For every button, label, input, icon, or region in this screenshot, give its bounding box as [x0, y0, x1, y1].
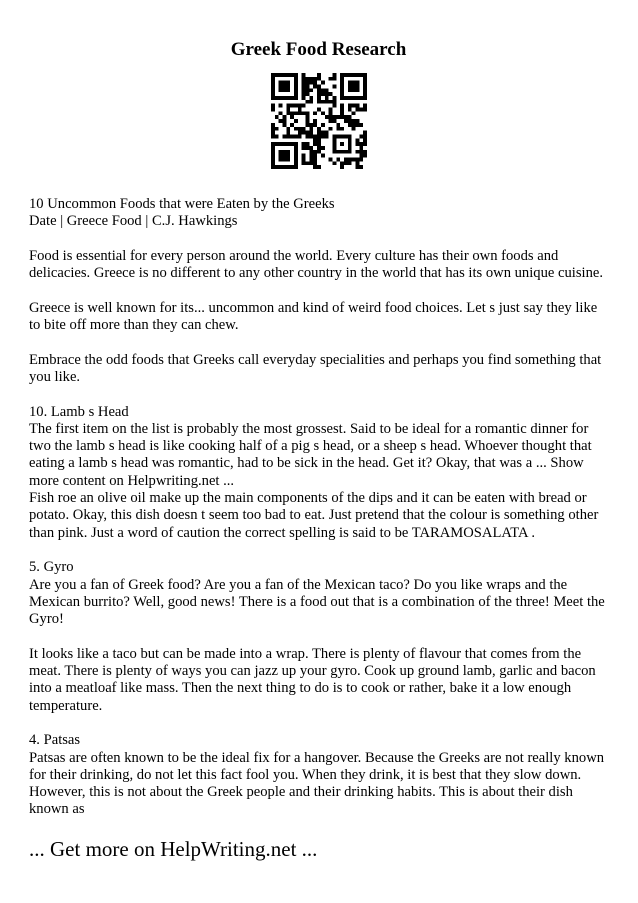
paragraph-lamb-head: 10. Lamb s Head The first item on the list is probably the most grossest. Said to be ideal for a romantic dinner for two the lamb s head is like cooking half of a pig s head, or a sheep s head. Whoever thought that eating a lamb s head was romantic, had to be sick in the head. Get it? Okay, that was a ... Show more content on Helpwriting.net ... Fish roe an olive oil make up the main components of the dips and it can be eaten with bread or potato. Okay, this dish doesn t seem too bad to eat. Just pretend that the colour is something other than pink. Just a word of caution the correct spelling is said to be TARAMOSALATA .: [29, 403, 599, 541]
paragraph: It looks like a taco but can be made into a wrap. There is plenty of flavour that comes from the meat. There is plenty of ways you can jazz up your gyro. Cook up ground lamb, garlic and bacon into a meatloaf like mass. Then the next thing to do is to cook or rather, bake it a low enough temperature.: [29, 645, 596, 714]
paragraph: Greece is well known for its... uncommon and kind of weird food choices. Let s just say they like to bite off more than they can chew.: [29, 299, 598, 334]
paragraph: Food is essential for every person around the world. Every culture has their own foods and delicacies. Greece is no different to any other country in the world that has its own unique cuisine.: [29, 247, 603, 282]
document-body: [29, 196, 608, 819]
paragraph: Embrace the odd foods that Greeks call everyday specialities and perhaps you find something that you like.: [29, 351, 602, 385]
get-more-footer-link[interactable]: ... Get more on HelpWriting.net ...: [29, 836, 318, 861]
qr-code-icon: [271, 73, 367, 169]
paragraph-intro: 10 Uncommon Foods that were Eaten by the Greeks Date | Greece Food | C.J. Hawkings: [29, 196, 335, 230]
qr-code-container: [29, 73, 608, 169]
paragraph-patsas: 4. Patsas Patsas are often known to be the ideal fix for a hangover. Because the Greeks are not really known for their drinking, do not let this fact fool you. When they drink, it is best that they slow down. However, this is not about the Greek people and their drinking habits. This is about their dish known as: [29, 732, 605, 818]
paragraph-gyro: 5. Gyro Are you a fan of Greek food? Are you a fan of the Mexican taco? Do you like wraps and the Mexican burrito? Well, good news! There is a food out that is a combination of the three! Meet the Gyro!: [29, 559, 605, 628]
document-title: Greek Food Research: [230, 39, 407, 60]
